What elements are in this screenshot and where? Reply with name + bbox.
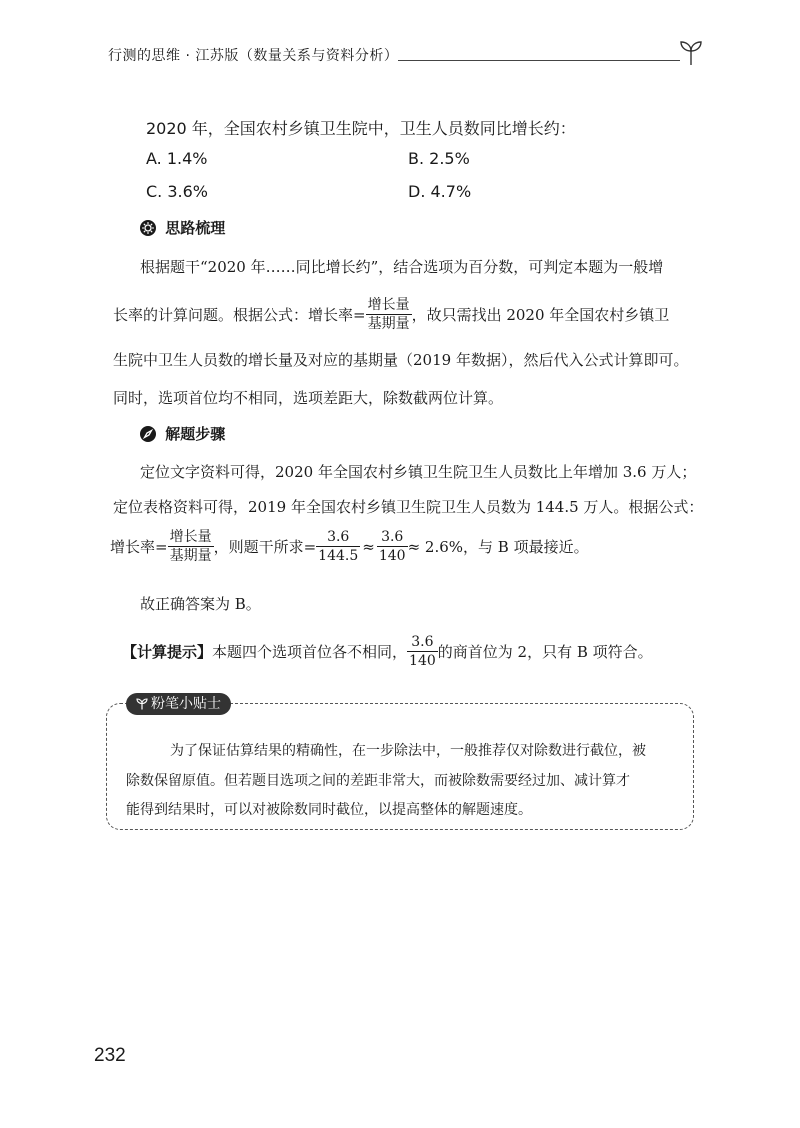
sprout-icon: [136, 697, 148, 710]
calc-tip-fraction: [407, 634, 438, 669]
option-c: C. 3.6%: [146, 182, 208, 201]
tip-line-3: 能得到结果时，可以对被除数同时截位，以提高整体的解题速度。: [126, 802, 532, 818]
thinking-heading-label: 思路梳理: [165, 219, 226, 237]
compass-icon: [140, 426, 156, 442]
lightbulb-icon: [140, 220, 156, 236]
thinking-text-pre: 长率的计算问题。根据公式：增长率=: [113, 306, 366, 325]
fraction-numerator: 3.6: [377, 529, 408, 547]
fraction-numerator: 3.6: [316, 529, 360, 547]
fraction-denominator: 140: [378, 548, 406, 565]
fraction-denominator: 140: [409, 653, 436, 670]
steps-paragraph-2: 定位表格资料可得，2019 年全国农村乡镇卫生院卫生人员数为 144.5 万人。根据公式：: [113, 498, 704, 516]
thinking-paragraph-3: 生院中卫生人员数的增长量及对应的基期量（2019 年数据），然后代入公式计算即可。: [113, 351, 689, 369]
formula-fraction-2: [316, 529, 360, 564]
header-rule: [398, 60, 680, 61]
sprout-icon: [678, 38, 704, 66]
fraction-denominator: 基期量: [169, 548, 212, 565]
steps-formula-line: [110, 529, 589, 564]
tip-box-title-text: 粉笔小贴士: [151, 696, 221, 712]
formula-post: ≈ 2.6%，与 B 项最接近。: [407, 538, 589, 557]
thinking-paragraph-1: 根据题干“2020 年……同比增长约”，结合选项为百分数，可判定本题为一般增: [140, 258, 664, 276]
running-header: 行测的思维 · 江苏版（数量关系与资料分析）: [108, 48, 399, 64]
fraction-denominator: 144.5: [318, 548, 359, 565]
formula-mid: ，则题干所求=: [213, 538, 317, 557]
thinking-paragraph-4: 同时，选项首位均不相同，选项差距大，除数截两位计算。: [113, 389, 504, 407]
thinking-formula-line: [113, 297, 669, 332]
steps-heading: [140, 423, 225, 444]
page-number: 232: [94, 1045, 126, 1066]
formula-fraction-3: [377, 529, 408, 564]
formula-pre: 增长率=: [110, 538, 168, 557]
fraction-numerator: 增长量: [366, 297, 412, 315]
formula-fraction-1: [168, 529, 214, 564]
tip-line-1: 为了保证估算结果的精确性，在一步除法中，一般推荐仅对除数进行截位，被: [170, 743, 646, 759]
steps-heading-label: 解题步骤: [165, 425, 226, 443]
thinking-text-post: ，故只需找出 2020 年全国农村乡镇卫: [411, 306, 670, 325]
calc-tip-pre: 本题四个选项首位各不相同，: [212, 643, 408, 662]
thinking-heading: [140, 217, 225, 238]
approx-sign: ≈: [362, 537, 375, 556]
tip-line-2: 除数保留原值。但若题目选项之间的差距非常大，而被除数需要经过加、减计算才: [126, 773, 630, 789]
option-b: B. 2.5%: [408, 149, 470, 168]
fraction-numerator: 增长量: [168, 529, 214, 547]
steps-conclusion: 故正确答案为 B。: [140, 595, 261, 613]
calc-tip-post: 的商首位为 2，只有 B 项符合。: [437, 643, 653, 662]
question-stem: 2020 年，全国农村乡镇卫生院中，卫生人员数同比增长约：: [146, 119, 576, 138]
tip-box-title: [126, 693, 231, 715]
option-d: D. 4.7%: [408, 182, 472, 201]
fraction-numerator: 3.6: [407, 634, 438, 652]
option-a: A. 1.4%: [146, 149, 208, 168]
calc-tip-label: 【计算提示】: [122, 643, 213, 662]
calc-tip-line: [122, 634, 653, 669]
fraction-denominator: 基期量: [367, 316, 410, 333]
steps-paragraph-1: 定位文字资料可得，2020 年全国农村乡镇卫生院卫生人员数比上年增加 3.6 万人；: [140, 463, 697, 481]
growth-rate-fraction: [366, 297, 412, 332]
